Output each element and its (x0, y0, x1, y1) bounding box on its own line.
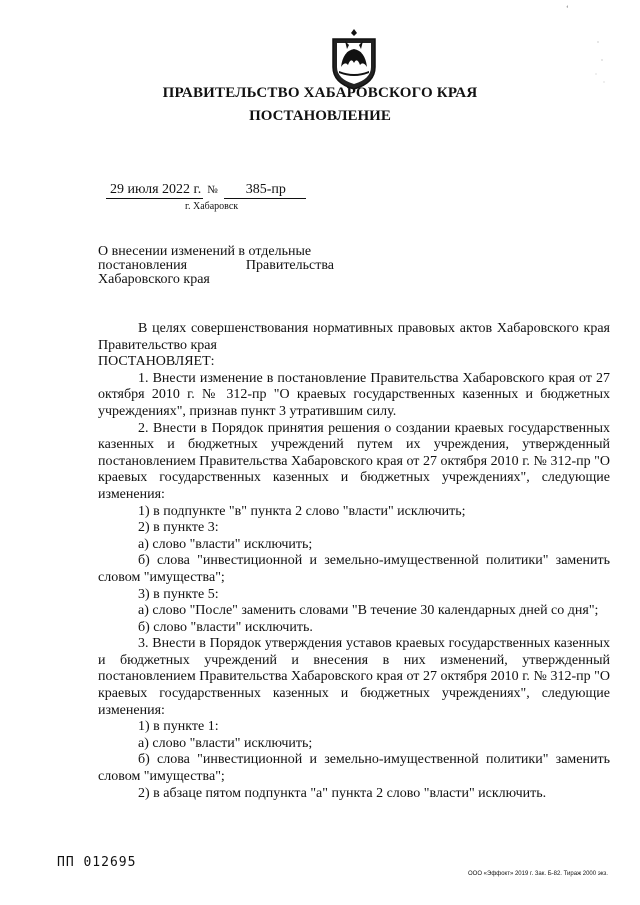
document-subject (98, 245, 334, 287)
print-info: ООО «Эффокт» 2019 г. Зак. Б-82. Тираж 2000 экз. (468, 871, 608, 877)
scan-mark: ʻ (566, 4, 569, 13)
subject-line: Хабаровского края (98, 272, 210, 287)
subject-word: Правительства (245, 258, 334, 273)
khabarovsk-coat-of-arms-icon (327, 27, 381, 91)
intro-paragraph: В целях совершенствования нормативных правовых актов Хабаровского края Правительство края (98, 321, 610, 353)
paragraph-3: 3. Внести в Порядок утверждения уставов краевых государственных казенных и бюджетных учреждений и внесения в них изменений, утвержденный постановлением Правительства Хабаровского края от 27 октября 2010 г. № 312-пр "О краевых государственных казенных и бюджетных учреждениях", следующие изменения: (98, 636, 610, 718)
paragraph-3-item-2: 2) в абзаце пятом подпункта "а" пункта 2 слово "власти" исключить. (138, 785, 547, 801)
document-date: 29 июля 2022 г. (106, 182, 203, 199)
paragraph-2-item-2a: а) слово "власти" исключить; (138, 536, 313, 552)
paragraph-3-item-1: 1) в пункте 1: (138, 719, 219, 735)
government-title: ПРАВИТЕЛЬСТВО ХАБАРОВСКОГО КРАЯ (162, 85, 478, 101)
paragraph-2-item-2b: б) слова "инвестиционной и земельно-имущественной политики" заменить словом "имущества"; (98, 553, 610, 585)
document-type: ПОСТАНОВЛЕНИЕ (249, 108, 391, 124)
document-body (98, 321, 610, 802)
paragraph-2-item-3: 3) в пункте 5: (138, 586, 219, 602)
paragraph-1: 1. Внести изменение в постановление Правительства Хабаровского края от 27 октября 2010 г. № 312-пр "О краевых государственных казенных и бюджетных учреждениях", признав пункт 3 утратившим силу. (98, 370, 610, 419)
scan-noise (592, 30, 612, 90)
subject-word: постановления (98, 258, 188, 273)
document-number: 385-пр (224, 182, 306, 199)
subject-line: О внесении изменений в отдельные (98, 244, 312, 259)
paragraph-2-item-3a: а) слово "После" заменить словами "В течение 30 календарных дней со дня"; (138, 603, 599, 619)
paragraph-2-item-3b: б) слово "власти" исключить. (138, 619, 313, 635)
city: г. Хабаровск (185, 201, 239, 212)
paragraph-3-item-1b: б) слова "инвестиционной и земельно-имущественной политики" заменить словом "имущества"; (98, 752, 610, 785)
paragraph-2-item-2: 2) в пункте 3: (138, 520, 219, 536)
paragraph-2-item-1: 1) в подпункте "в" пункта 2 слово "власти" исключить; (138, 503, 466, 519)
subject-line (98, 259, 334, 273)
form-serial-number: ПП 012695 (57, 855, 137, 870)
number-sign: № (207, 184, 218, 196)
paragraph-2: 2. Внести в Порядок принятия решения о создании краевых государственных казенных и бюджетных учреждений путем их учреждения, утвержденный постановлением Правительства Хабаровского края от 27 октября 2010 г. № 312-пр "О краевых государственных казенных и бюджетных учреждениях", следующие изменения: (98, 420, 610, 502)
paragraph-3-item-1a: а) слово "власти" исключить; (138, 735, 313, 751)
decree-word: ПОСТАНОВЛЯЕТ: (98, 354, 215, 370)
date-number-line (106, 182, 366, 199)
